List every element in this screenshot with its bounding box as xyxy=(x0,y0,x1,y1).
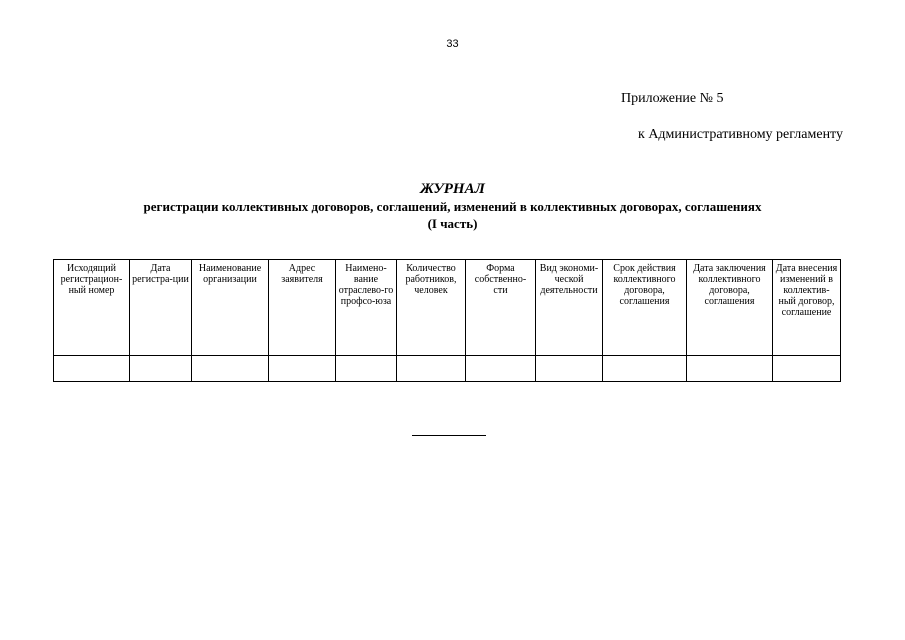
column-header-organization-name: Наименование организации xyxy=(192,260,269,356)
journal-subtitle: регистрации коллективных договоров, соглашений, изменений в коллективных договорах, соглашениях xyxy=(143,199,762,214)
table-cell xyxy=(773,356,841,382)
column-header-trade-union-name: Наимено-вание отраслево-го профсо-юза xyxy=(336,260,397,356)
table-cell xyxy=(54,356,130,382)
column-header-amendment-date: Дата внесения изменений в коллектив-ный договор, соглашение xyxy=(773,260,841,356)
column-header-applicant-address: Адрес заявителя xyxy=(269,260,336,356)
column-header-economic-activity: Вид экономи-ческой деятельности xyxy=(536,260,603,356)
column-header-ownership-form: Форма собственно-сти xyxy=(466,260,536,356)
table-row xyxy=(54,356,841,382)
separator-line xyxy=(412,435,486,436)
journal-title-block xyxy=(0,180,905,232)
page-number: 33 xyxy=(446,38,459,50)
table-cell xyxy=(603,356,687,382)
journal-part: (I часть) xyxy=(427,216,478,231)
column-header-employee-count: Количество работников, человек xyxy=(397,260,466,356)
table-header-row xyxy=(54,260,841,356)
table-cell xyxy=(466,356,536,382)
table-cell xyxy=(130,356,192,382)
column-header-validity-period: Срок действия коллективного договора, соглашения xyxy=(603,260,687,356)
journal-title: ЖУРНАЛ xyxy=(420,181,485,197)
column-header-registration-date: Дата регистра-ции xyxy=(130,260,192,356)
regulation-label: к Административному регламенту xyxy=(638,127,843,142)
journal-table xyxy=(53,259,841,382)
table-cell xyxy=(397,356,466,382)
table-cell xyxy=(336,356,397,382)
column-header-outgoing-number: Исходящий регистрацион-ный номер xyxy=(54,260,130,356)
table-cell xyxy=(536,356,603,382)
column-header-conclusion-date: Дата заключения коллективного договора, соглашения xyxy=(687,260,773,356)
table-cell xyxy=(269,356,336,382)
table-cell xyxy=(687,356,773,382)
table-cell xyxy=(192,356,269,382)
appendix-label: Приложение № 5 xyxy=(621,91,724,106)
